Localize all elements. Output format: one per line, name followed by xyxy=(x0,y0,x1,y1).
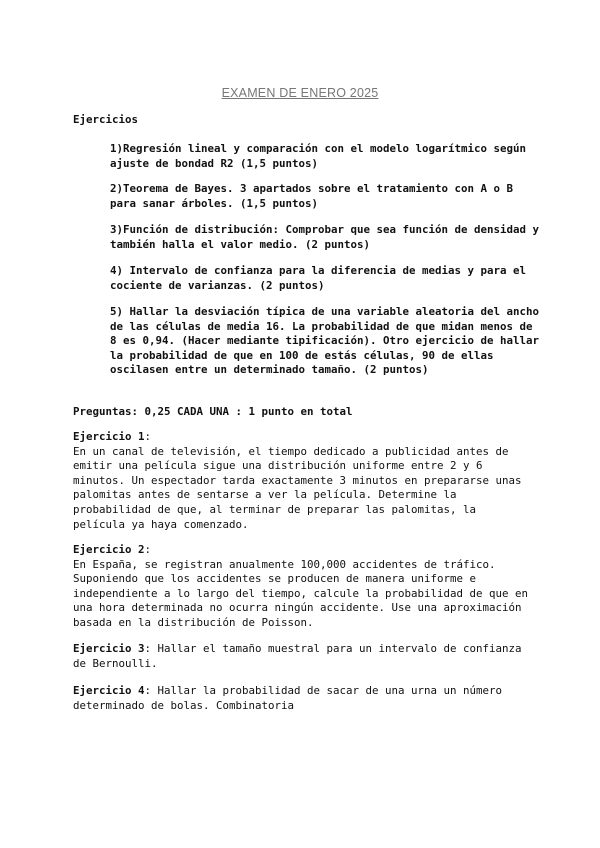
question-3-text: Hallar el tamaño muestral para un intervalo de confianza de Bernoulli. xyxy=(73,642,522,670)
exam-title: EXAMEN DE ENERO 2025 xyxy=(221,86,379,100)
preguntas-heading: Preguntas: 0,25 CADA UNA : 1 punto en total xyxy=(73,405,353,418)
question-2-label: Ejercicio 2 xyxy=(73,543,145,556)
question-1-sep: : xyxy=(144,430,152,443)
exercise-2: 2)Teorema de Bayes. 3 apartados sobre el tratamiento con A o B para sanar árboles. (1,5 puntos) xyxy=(110,182,514,210)
question-2-sep: : xyxy=(144,543,152,556)
question-4-label: Ejercicio 4 xyxy=(73,684,145,697)
question-3-sep: : xyxy=(144,642,158,655)
question-4 xyxy=(73,684,533,713)
question-2 xyxy=(73,543,533,631)
exercise-4: 4) Intervalo de confianza para la diferencia de medias y para el cociente de varianzas. (2 puntos) xyxy=(110,264,527,292)
exercise-3: 3)Función de distribución: Comprobar que sea función de densidad y también halla el valor medio. (2 puntos) xyxy=(110,223,540,251)
question-1-label: Ejercicio 1 xyxy=(73,430,145,443)
question-2-text: En España, se registran anualmente 100,000 accidentes de tráfico. Suponiendo que los accidentes se producen de manera uniforme e independiente a lo largo del tiempo, calcule la probabilidad de que en una hora determinada no ocurra ningún accidente. Use una aproximación basada en la distribución de Poisson. xyxy=(73,557,529,629)
question-4-text: Hallar la probabilidad de sacar de una urna un número determinado de bolas. Combinatoria xyxy=(73,684,503,712)
question-3 xyxy=(73,642,533,671)
question-4-sep: : xyxy=(144,684,158,697)
question-3-label: Ejercicio 3 xyxy=(73,642,145,655)
exercise-1: 1)Regresión lineal y comparación con el modelo logarítmico según ajuste de bondad R2 (1,5 puntos) xyxy=(110,142,527,170)
ejercicios-heading: Ejercicios xyxy=(73,113,139,126)
question-1-text: En un canal de televisión, el tiempo dedicado a publicidad antes de emitir una película sigue una distribución uniforme entre 2 y 6 minutos. Un espectador tarda exactamente 3 minutos en prepararse unas palomitas antes de sentarse a ver la película. Determine la probabilidad de que, al terminar de preparar las palomitas, la película ya haya comenzado. xyxy=(73,444,522,531)
question-1 xyxy=(73,430,533,532)
exercise-5: 5) Hallar la desviación típica de una variable aleatoria del ancho de las células de media 16. La probabilidad de que midan menos de 8 es 0,94. (Hacer mediante tipificación). Otro ejercicio de hallar la probabilidad de que en 100 de estás células, 90 de ellas oscilasen entre un determinado tamaño. (2 puntos) xyxy=(110,305,540,377)
